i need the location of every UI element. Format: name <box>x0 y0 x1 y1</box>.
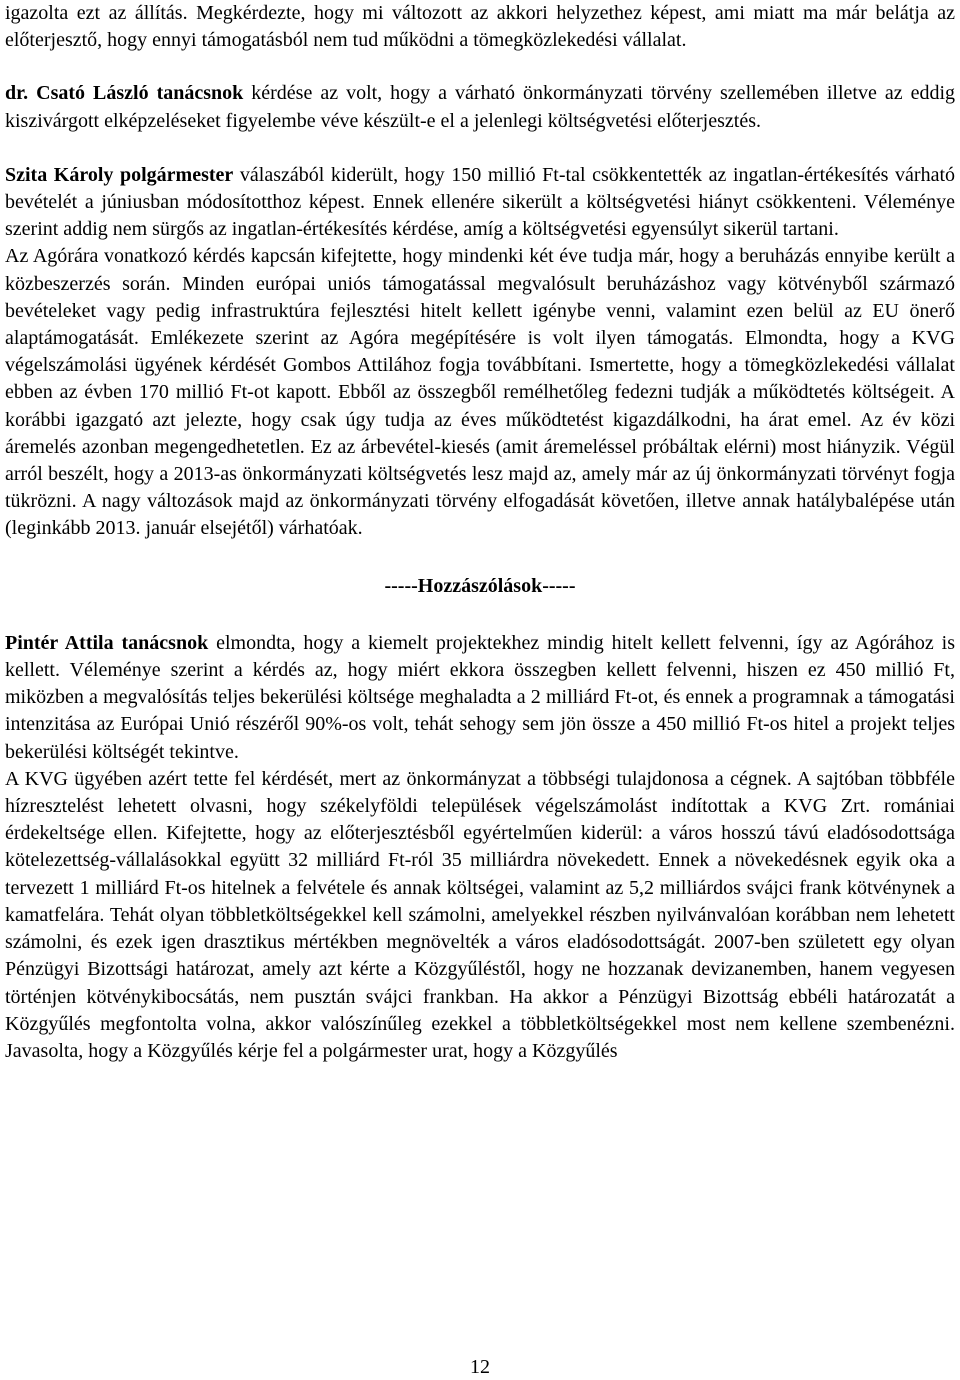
paragraph-pinter-comment <box>5 630 955 766</box>
speaker-name: Szita Károly polgármester <box>5 163 234 186</box>
paragraph-text: kérdése az volt, hogy a várható önkormányzati törvény szellemében illetve az eddig kiszivárgott elképzeléseket figyelembe véve készült-e el a jelenlegi költségvetési előterjesztés. <box>5 82 956 132</box>
paragraph-szita-answer <box>5 162 955 244</box>
paragraph-text: igazolta ezt az állítás. Megkérdezte, hogy mi változott az akkori helyzethez képest, ami miatt ma már belátja az előterjesztő, hogy ennyi támogatásból nem tud működni a tömegközlekedési vállalat. <box>5 2 955 52</box>
section-heading: -----Hozzászólások----- <box>384 574 576 597</box>
paragraph-text: Az Agórára vonatkozó kérdés kapcsán kifejtette, hogy mindenki két éve tudja már, hogy a beruházás ennyibe került a közbeszerzés során. Minden európai uniós támogatással megvalósult beruházáshoz vagy kötvényből származó bevételeket vagy pedig infrastruktúra fejlesztési hitelt kellett igénybe venni, valamint ezen belül az EU önerő alaptámogatását. Emlékezete szerint az Agóra megépítésére is volt ilyen támogatás. Elmondta, hogy a KVG végelszámolási ügyének kérdését Gombos Attilához fogja továbbítani. Ismertette, hogy a tömegközlekedési vállalat ebben az évben 170 millió Ft-ot kapott. Ebből az összegből remélhetőleg fedezni tudják a működtetés költségeit. A korábbi igazgató azt jelezte, hogy csak úgy tudja az éves működtetést kigazdálkodni, ha árat emel. Az év közi áremelés azonban megengedhetetlen. Ez az árbevétel-kiesés (amit áremeléssel próbáltak elérni) most hiányzik. Végül arról beszélt, hogy a 2013-as önkormányzati költségvetés lesz majd az, amely már az új önkormányzati törvényt fogja tükrözni. A nagy változások majd az önkormányzati törvény elfogadását követően, illetve annak hatálybalépése után (leginkább 2013. január elsejétől) várhatóak. <box>5 245 955 540</box>
page-number: 12 <box>470 1356 490 1378</box>
paragraph-kvg <box>5 766 955 1065</box>
paragraph-csato-question <box>5 80 955 134</box>
paragraph-text: válaszából kiderült, hogy 150 millió Ft-tal csökkentették az ingatlan-értékesítés várható bevételét a júniusban módosítotthoz képest. Ennek ellenére sikerült a költségvetési hiányt csökkenteni. Véleménye szerint addig nem sürgős az ingatlan-értékesítés kérdése, amíg a költségvetési egyensúlyt sikerül tartani. <box>5 163 956 241</box>
paragraph-continuation <box>5 0 955 54</box>
document-page <box>5 0 955 1065</box>
speaker-name: dr. Csató László tanácsnok <box>5 82 244 105</box>
speaker-name: Pintér Attila tanácsnok <box>5 631 209 654</box>
paragraph-text: elmondta, hogy a kiemelt projektekhez mindig hitelt kellett felvenni, így az Agórához is kellett. Véleménye szerint a kérdés az, hogy miért ekkora összegben kellett felvenni, hiszen ez 450 millió Ft, miközben a megvalósítás teljes bekerülési költsége meghaladta a 2 milliárd Ft-ot, és ennek a programnak a támogatási intenzitása az Európai Unió részéről 90%-os volt, tehát sehogy sem jön össze a 450 millió Ft-os hitel a projekt teljes bekerülési költségét tekintve. <box>5 631 956 763</box>
paragraph-text: A KVG ügyében azért tette fel kérdését, mert az önkormányzat a többségi tulajdonosa a cégnek. A sajtóban többféle hízresztelést lehetett olvasni, hogy székelyföldi települések végelszámolást indítottak a KVG Zrt. romániai érdekeltsége ellen. Kifejtette, hogy az előterjesztésből egyértelműen kiderül: a város hosszú távú eladósodottsága kötelezettség-vállalásokkal együtt 32 milliárd Ft-ról 35 milliárdra növekedett. Ennek a növekedésnek egyik oka a tervezett 1 milliárd Ft-os hitelnek a felvétele és annak költségei, valamint az 5,2 milliárdos svájci frank kötvénynek a kamatfelára. Tehát olyan többletköltségekkel kell számolni, amelyekkel részben nyilvánvalóan korábban nem lehetett számolni, és ezek igen drasztikus mértékben megnövelték a város eladósodottságát. 2007-ben született egy olyan Pénzügyi Bizottsági határozat, amely azt kérte a Közgyűléstől, hogy ne hozzanak devizanemben, hanem vegyesen történjen kötvénykibocsátás, nem pusztán svájci frankban. Ha akkor a Pénzügyi Bizottság ebbéli határozatát a Közgyűlés megfontolta volna, akkor valószínűleg ezekkel a többletköltségekkel most nem kellene szembenézni. Javasolta, hogy a Közgyűlés kérje fel a polgármester urat, hogy a Közgyűlés <box>5 767 955 1062</box>
paragraph-agora <box>5 243 955 542</box>
